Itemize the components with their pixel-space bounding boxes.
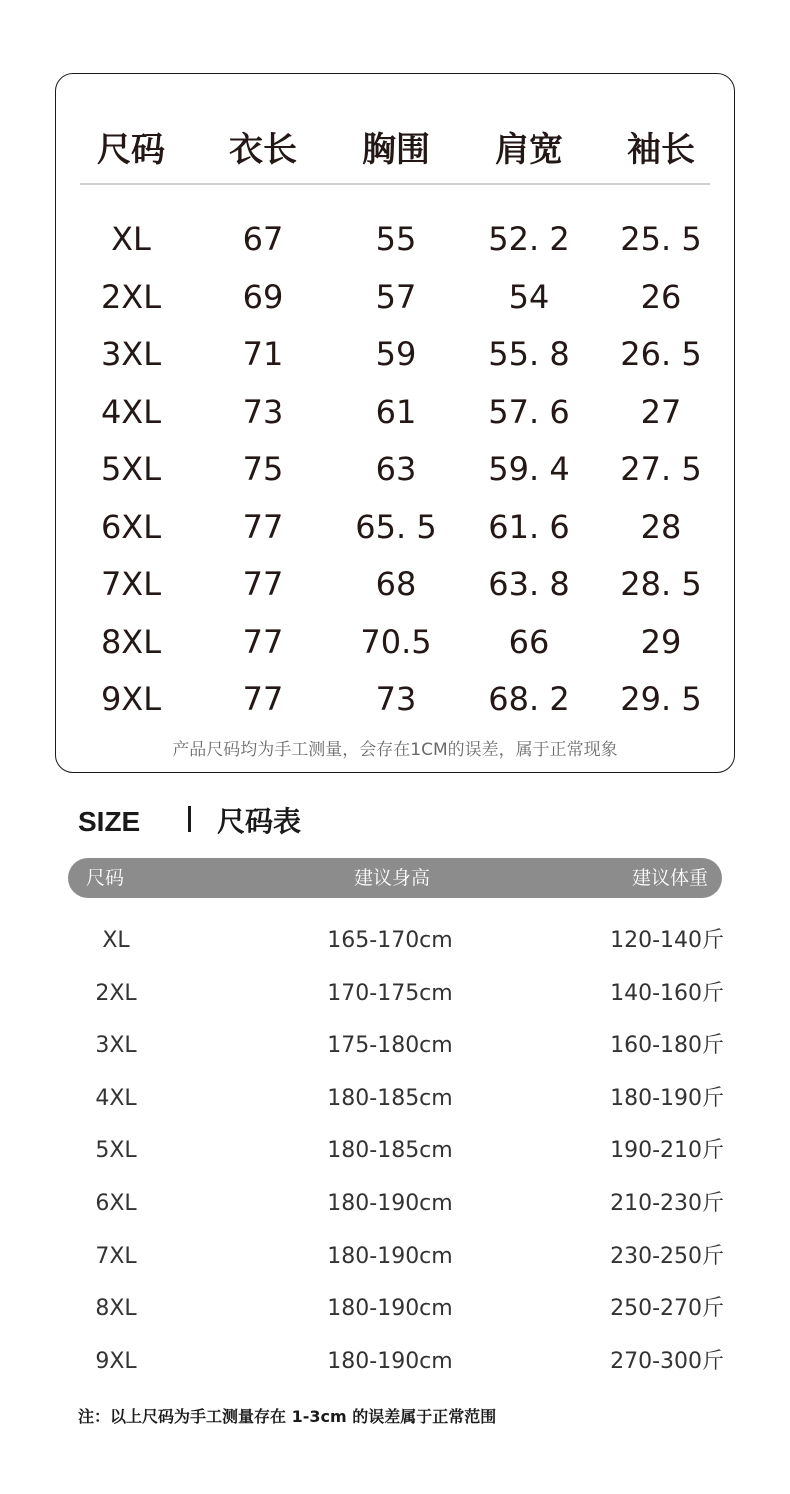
cell-sleeve: 29 bbox=[640, 622, 682, 661]
cell-size: 4XL bbox=[95, 1085, 137, 1111]
cell-shoulder: 66 bbox=[508, 622, 550, 661]
size-row bbox=[0, 1240, 790, 1274]
cell-shoulder: 59. 4 bbox=[488, 450, 570, 488]
cell-length: 71 bbox=[242, 335, 284, 373]
header-chest: 胸围 bbox=[362, 130, 430, 170]
cell-size: 8XL bbox=[95, 1296, 137, 1322]
cell-height: 170-175cm bbox=[327, 980, 453, 1006]
header-shoulder: 肩宽 bbox=[495, 130, 563, 170]
size-title-en: SIZE bbox=[78, 806, 141, 837]
cell-length: 77 bbox=[242, 507, 284, 546]
cell-size: XL bbox=[111, 220, 151, 258]
cell-weight: 190-210斤 bbox=[610, 1138, 724, 1164]
measurement-row bbox=[0, 507, 790, 547]
title-separator bbox=[188, 806, 191, 832]
measurement-row bbox=[0, 219, 790, 259]
cell-size: 5XL bbox=[95, 1138, 137, 1164]
cell-shoulder: 61. 6 bbox=[488, 507, 570, 546]
cell-shoulder: 54 bbox=[508, 277, 550, 316]
cell-length: 73 bbox=[242, 392, 284, 431]
cell-weight: 230-250斤 bbox=[610, 1243, 724, 1269]
cell-shoulder: 68. 2 bbox=[488, 680, 570, 718]
header-height: 建议身高 bbox=[353, 867, 430, 889]
cell-height: 180-190cm bbox=[327, 1348, 453, 1374]
measurement-header-row bbox=[0, 130, 790, 170]
cell-chest: 65. 5 bbox=[355, 507, 437, 546]
header-length: 衣长 bbox=[229, 130, 297, 170]
size-row bbox=[0, 1187, 790, 1221]
measurement-row bbox=[0, 679, 790, 719]
cell-weight: 270-300斤 bbox=[610, 1348, 724, 1374]
header-size: 尺码 bbox=[86, 867, 125, 889]
cell-weight: 120-140斤 bbox=[610, 928, 724, 953]
cell-weight: 160-180斤 bbox=[610, 1033, 724, 1059]
measurement-row bbox=[0, 392, 790, 432]
cell-height: 180-190cm bbox=[327, 1296, 453, 1322]
measurement-row bbox=[0, 449, 790, 489]
cell-size: 2XL bbox=[100, 277, 162, 316]
cell-size: 3XL bbox=[100, 335, 162, 373]
cell-size: 6XL bbox=[100, 507, 162, 546]
cell-length: 75 bbox=[242, 450, 284, 488]
cell-sleeve: 28 bbox=[640, 507, 682, 546]
cell-size: 9XL bbox=[95, 1348, 137, 1374]
cell-size: 7XL bbox=[95, 1243, 137, 1269]
cell-size: 8XL bbox=[100, 622, 162, 661]
cell-height: 175-180cm bbox=[327, 1033, 453, 1059]
cell-sleeve: 26 bbox=[640, 277, 682, 316]
cell-chest: 55 bbox=[375, 220, 417, 258]
cell-weight: 180-190斤 bbox=[610, 1085, 724, 1111]
cell-chest: 59 bbox=[375, 335, 417, 373]
cell-size: 4XL bbox=[100, 392, 162, 431]
measurement-row bbox=[0, 564, 790, 604]
cell-size: 2XL bbox=[95, 980, 137, 1006]
cell-shoulder: 57. 6 bbox=[488, 392, 570, 431]
cell-weight: 210-230斤 bbox=[610, 1191, 724, 1216]
size-row bbox=[0, 1029, 790, 1063]
cell-chest: 73 bbox=[375, 680, 417, 718]
size-row bbox=[0, 1082, 790, 1116]
cell-sleeve: 27. 5 bbox=[620, 450, 702, 488]
cell-weight: 140-160斤 bbox=[610, 980, 724, 1006]
cell-sleeve: 26. 5 bbox=[620, 335, 702, 373]
cell-shoulder: 52. 2 bbox=[488, 220, 570, 258]
header-divider bbox=[80, 183, 710, 185]
cell-height: 180-190cm bbox=[327, 1243, 453, 1269]
cell-shoulder: 55. 8 bbox=[488, 335, 570, 373]
header-weight: 建议体重 bbox=[631, 867, 708, 889]
header-size: 尺码 bbox=[97, 130, 165, 170]
size-title-cn: 尺码表 bbox=[217, 805, 302, 838]
measurement-row bbox=[0, 334, 790, 374]
cell-chest: 63 bbox=[375, 450, 417, 488]
cell-height: 180-185cm bbox=[327, 1138, 453, 1164]
cell-sleeve: 28. 5 bbox=[620, 565, 702, 603]
footnote: 注：以上尺码为手工测量存在 1-3cm 的误差属于正常范围 bbox=[78, 1407, 497, 1426]
cell-size: 5XL bbox=[100, 450, 162, 488]
cell-length: 67 bbox=[242, 220, 284, 258]
cell-size: 3XL bbox=[95, 1033, 137, 1059]
cell-size: 7XL bbox=[100, 565, 162, 603]
size-table-header bbox=[68, 858, 722, 898]
cell-sleeve: 25. 5 bbox=[620, 220, 702, 258]
cell-sleeve: 27 bbox=[640, 392, 682, 431]
cell-sleeve: 29. 5 bbox=[620, 680, 702, 718]
size-row bbox=[0, 1292, 790, 1326]
cell-shoulder: 63. 8 bbox=[488, 565, 570, 603]
cell-chest: 57 bbox=[375, 277, 417, 316]
cell-weight: 250-270斤 bbox=[610, 1296, 724, 1322]
measurement-note: 产品尺码均为手工测量，会存在1CM的误差，属于正常现象 bbox=[172, 740, 618, 760]
size-row bbox=[0, 924, 790, 958]
size-row bbox=[0, 1345, 790, 1379]
cell-height: 165-170cm bbox=[327, 928, 453, 953]
size-row bbox=[0, 977, 790, 1011]
cell-size: XL bbox=[102, 928, 130, 953]
measurement-row bbox=[0, 277, 790, 317]
cell-size: 6XL bbox=[95, 1191, 137, 1216]
cell-chest: 70.5 bbox=[360, 622, 432, 661]
cell-size: 9XL bbox=[100, 680, 162, 718]
measurement-row bbox=[0, 622, 790, 662]
cell-height: 180-190cm bbox=[327, 1191, 453, 1216]
cell-length: 69 bbox=[242, 277, 284, 316]
cell-length: 77 bbox=[242, 622, 284, 661]
cell-chest: 68 bbox=[375, 565, 417, 603]
header-sleeve: 袖长 bbox=[627, 130, 695, 170]
cell-length: 77 bbox=[242, 565, 284, 603]
size-row bbox=[0, 1134, 790, 1168]
cell-height: 180-185cm bbox=[327, 1085, 453, 1111]
cell-chest: 61 bbox=[375, 392, 417, 431]
cell-length: 77 bbox=[242, 680, 284, 718]
